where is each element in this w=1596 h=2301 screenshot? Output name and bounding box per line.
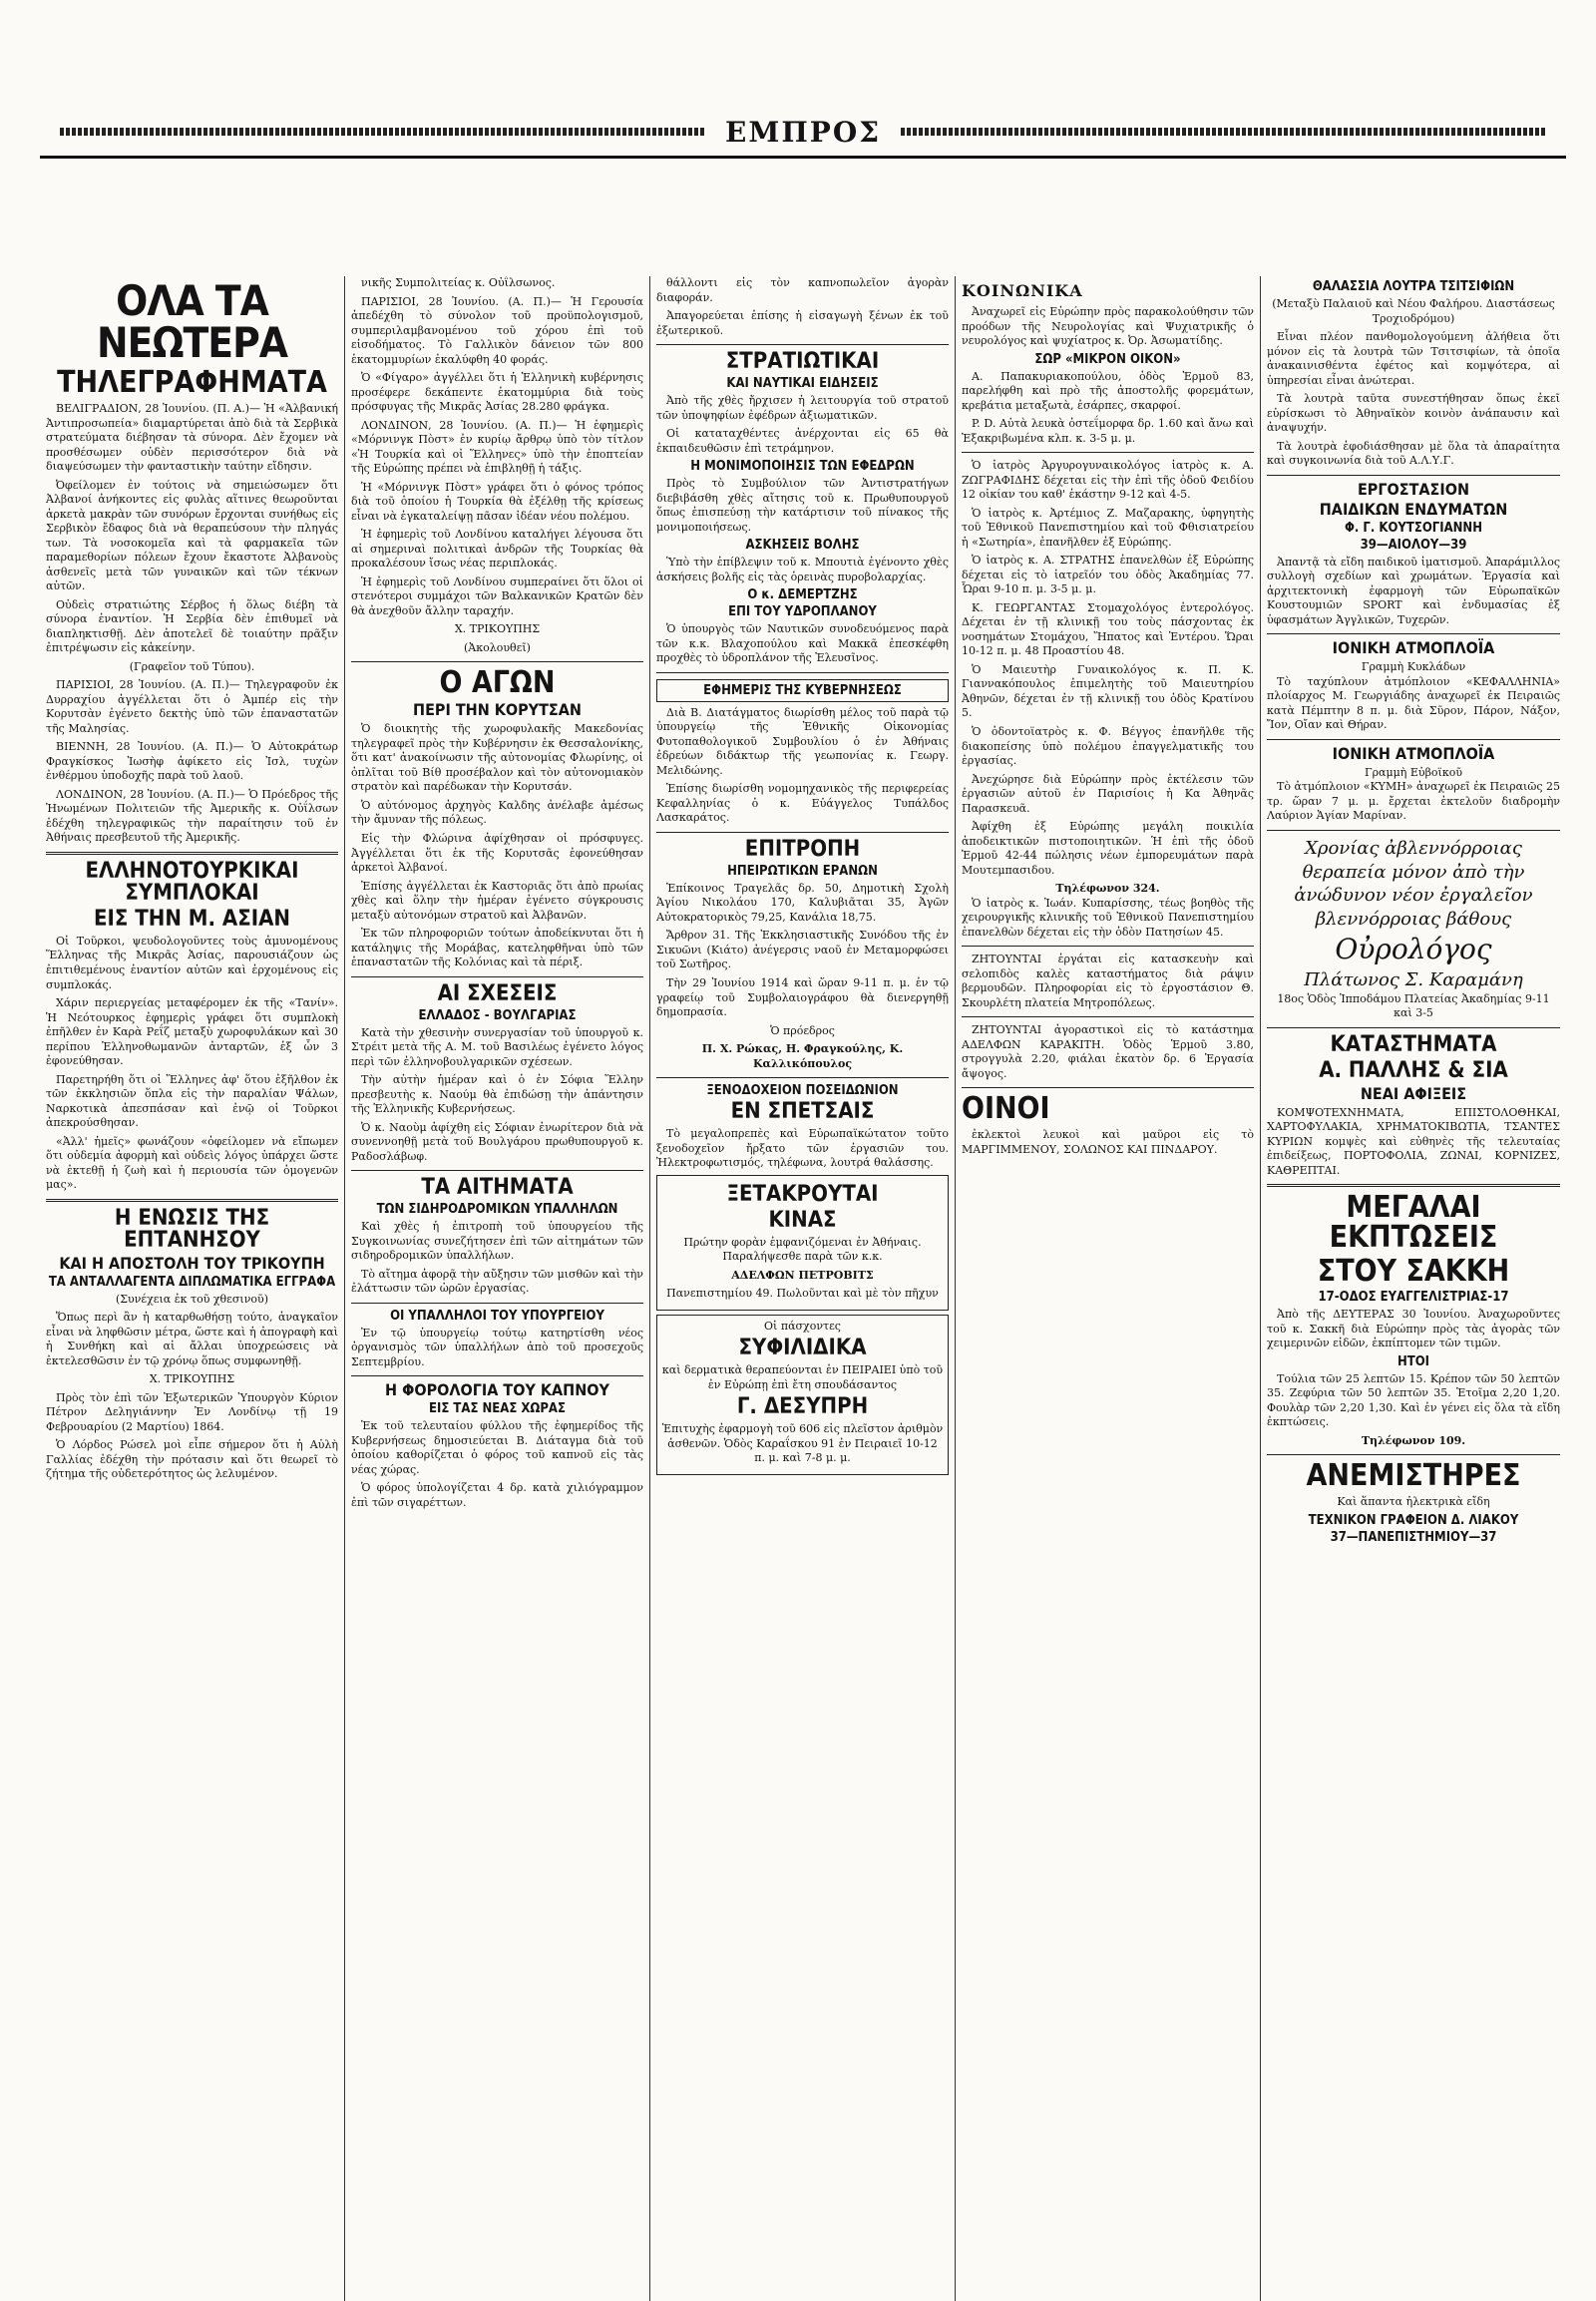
signature: Χ. ΤΡΙΚΟΥΠΗΣ bbox=[454, 622, 541, 636]
headline-struggle: Ο ΑΓΩΝ bbox=[439, 665, 556, 701]
advertisement bbox=[656, 1175, 949, 1311]
article-text: Ὁ ἰατρὸς κ. Α. ΣΤΡΑΤΗΣ ἐπανελθὼν ἐξ Εὐρώπης δέχεται εἰς τὸ ἰατρεῖόν του ὁδὸς Ἀκαδημίας 77. Ὧραι 9-10 π. μ. 3-5 μ. μ. bbox=[962, 554, 1254, 596]
headline-latest: ΟΛΑ ΤΑ ΝΕΩΤΕΡΑ bbox=[96, 276, 288, 367]
article-text: Τὸ ἀτμόπλοιον «ΚΥΜΗ» ἀναχωρεῖ ἐκ Πειραιῶς 25 τρ. ὥραν 7 μ. μ. ἔρχεται ἐκτελοῦν διαδρομὴν Λαύριον Ἁγίαν Μαρίναν. bbox=[1267, 780, 1560, 823]
article-text: Ὁ ἰατρὸς κ. Ἰωάν. Κυπαρίσσης, τέως βοηθὸς τῆς χειρουργικῆς κλινικῆς τοῦ Ἐθνικοῦ Πανεπιστημίου ἐπανελθὼν δέχεται εἰς τὴν ὁδὸν Πατησίων 45. bbox=[962, 896, 1254, 939]
article-text: Ἀπὸ τῆς χθὲς ἤρχισεν ἡ λειτουργία τοῦ στρατοῦ τῶν ὑποψηφίων ἐφέδρων ἀξιωματικῶν. bbox=[656, 394, 949, 422]
column-2 bbox=[345, 276, 650, 2301]
article-text: ἐκλεκτοὶ λευκοὶ καὶ μαῦροι εἰς τὸ ΜΑΡΓΙΜΜΕΝΟΥ, ΣΟΛΩΝΟΣ ΚΑΙ ΠΙΝΔΑΡΟΥ. bbox=[962, 1128, 1254, 1156]
newspaper-page bbox=[40, 112, 1566, 2176]
article-text: Ὁ Λόρδος Ρώσελ μοὶ εἶπε σήμερον ὅτι ἡ Αὐλὴ Γαλλίας ἐδέχθη τὴν πρότασιν καὶ ὅτι θεωρεῖ τὸ ζήτημα τῆς οὐδετερότητος ὡς λελυμένον. bbox=[46, 1438, 338, 1481]
article-text: Ἡ «Μόρνινγκ Πὸστ» γράφει ὅτι ὁ φόνος τρόπος διὰ τοῦ ὁποίου ἡ Τουρκία θὰ ἐξέλθῃ τῆς κρίσεως εἶναι νὰ ἐγκαταλείψῃ πᾶσαν ἰδέαν νέου πολέμου. bbox=[351, 480, 643, 523]
headline-new-lands: ΕΙΣ ΤΑΣ ΝΕΑΣ ΧΩΡΑΣ bbox=[429, 1401, 566, 1417]
subheading: Η ΜΟΝΙΜΟΠΟΙΗΣΙΣ ΤΩΝ ΕΦΕΔΡΩΝ bbox=[690, 459, 915, 475]
headline-demands: ΤΑ ΑΙΤΗΜΑΤΑ bbox=[421, 1175, 574, 1201]
headline-ministry-employees: ΟΙ ΥΠΑΛΛΗΛΟΙ ΤΟΥ ΥΠΟΥΡΓΕΙΟΥ bbox=[390, 1308, 604, 1324]
divider bbox=[46, 852, 338, 855]
headline-address: 39—ΑΙΟΛΟΥ—39 bbox=[1360, 537, 1467, 553]
article-text: θάλλοντι εἰς τὸν καπνοπωλεῖον ἀγορὰν διαφοράν. bbox=[656, 276, 949, 304]
article-text: Τὴν αὐτὴν ἡμέραν καὶ ὁ ἐν Σόφια Ἕλλην πρεσβευτὴς κ. Ναούμ θὰ ἐπιδώσῃ τὴν ἀπάντησιν τῆς Ἑλληνικῆς Κυβερνήσεως. bbox=[351, 1073, 643, 1116]
article-text: ΖΗΤΟΥΝΤΑΙ ἐργάται εἰς κατασκευὴν καὶ σελοπιδὸς καλὲς καταστήματος διὰ ράψιν βερμουδῶν. Πληροφορίαι εἰς τὸ ἐργοστάσιον Θ. Σκουρλέτη πλατεία Μητροπόλεως. bbox=[962, 953, 1254, 1009]
article-text: ΛΟΝΔΙΝΟΝ, 28 Ἰουνίου. (Α. Π.)— Ἡ ἐφημερὶς «Μόρνινγκ Πὸστ» ἐν κυρίῳ ἄρθρῳ ὑπὸ τὸν τίτλον «Ἡ Τουρκία καὶ οἱ Ἕλληνες» ὑπὸ τὴν ἐποπτείαν τῆς Εὐρώπης πρέπει νὰ ἐπιβληθῇ ἡ τάξις. bbox=[351, 418, 643, 476]
article-text: Ἀναχωρεῖ εἰς Εὐρώπην πρὸς παρακολούθησιν τῶν προόδων τῆς Νευρολογίας καὶ Ψυχιατρικῆς ὁ νευρολόγος καὶ ψυχίατρος κ. Ὀρ. Ἀσωματίδης. bbox=[962, 305, 1254, 348]
article-text: Πρὸς τὸν ἐπὶ τῶν Ἐξωτερικῶν Ὑπουργὸν Κύριον Πέτρον Δεληγιάννην Ἐν Λονδίνῳ τῇ 19 Φεβρουαρίου (2 Μαρτίου) 1864. bbox=[46, 1390, 338, 1433]
article-text: (Μεταξὺ Παλαιοῦ καὶ Νέου Φαλήρου. Διαστάσεως Τροχιοδρόμου) bbox=[1272, 297, 1555, 325]
ad-headline: ΣΥΦΙΛΙΔΙΚΑ bbox=[738, 1336, 867, 1361]
ad-text: ΑΔΕΛΦΩΝ ΠΕΤΡΟΒΙΤΣ bbox=[731, 1268, 874, 1282]
divider bbox=[351, 661, 643, 662]
article-text: ΖΗΤΟΥΝΤΑΙ ἀγοραστικοὶ εἰς τὸ κατάστημα ΑΔΕΛΦΩΝ ΚΑΡΑΚΙΤΗ. Ὁδὸς Ἑρμοῦ 3.80, στρογγυλὰ 2.20, φιάλαι ἐκατὸν δρ. 6 Ἐργασία ἄψογος. bbox=[962, 1023, 1254, 1080]
subheading: ΑΣΚΗΣΕΙΣ ΒΟΛΗΣ bbox=[745, 538, 860, 554]
article-text: Ἀπαντᾷ τὰ εἴδη παιδικοῦ ἱματισμοῦ. Ἀπαράμιλλος συλλογὴ σχεδίων καὶ χρωμάτων. Ἐργασία καὶ ἀρχιτεκτονικὴ ἐφαρμογὴ τῶν Εὐρωπαϊκῶν Κουστουμιῶν SPORT καὶ ἐνδυμασίας ἐξ ὑφασμάτων Ἀγγλικῶν, Τυχερῶν. bbox=[1267, 555, 1560, 626]
article-text: Κ. ΓΕΩΡΓΑΝΤΑΣ Στομαχολόγος ἐντερολόγος. Δέχεται ἐν τῇ κλινικῇ του τοὺς πάσχοντας ἐκ νοσημάτων Στομάχου, Ἥπατος καὶ Ἐντέρου. Ὥραι 10-12 π. μ. 48 Προαστίου 48. bbox=[962, 600, 1254, 658]
article-text: Εἰς τὴν Φλώρινα ἀφίχθησαν οἱ πρόσφυγες. Ἀγγέλλεται ὅτι ἐκ τῆς Κορυτσᾶς ἐφονεύθησαν ἀρκετοὶ Ἀλβανοί. bbox=[351, 831, 643, 875]
divider bbox=[1267, 633, 1560, 634]
continuation-note: (Ἀκολουθεῖ) bbox=[464, 640, 531, 654]
article-text: Τούλια τῶν 25 λεπτῶν 15. Κρέπον τῶν 50 λεπτῶν 35. Ζεφύρια τῶν 50 λεπτῶν 35. Ἑτοῖμα 2,20 1,20. Φουλὰρ τῶν 2,20 1,30. Καὶ ἐν γένει εἰς ὅλα τὰ εἴδη ἐκπτώσεις. bbox=[1267, 1371, 1560, 1429]
divider bbox=[1267, 830, 1560, 831]
article-text: νικῆς Συμπολιτείας κ. Οὐΐλσωνος. bbox=[361, 276, 556, 289]
article-text: Ὁ ὀδοντοϊατρὸς κ. Φ. Βέγγος ἐπανῆλθε τῆς διακοπείσης ὑπὸ πολέμου ἐπαγγελματικῆς του ἐργασίας. bbox=[962, 725, 1254, 768]
headline-sakki-address: 17-ΟΔΟΣ ΕΥΑΓΓΕΛΙΣΤΡΙΑΣ-17 bbox=[1318, 1290, 1509, 1306]
headline-ionian-shipping: ΙΟΝΙΚΗ ΑΤΜΟΠΛΟΪΑ bbox=[1332, 743, 1495, 763]
article-text: Τὴν 29 Ἰουνίου 1914 καὶ ὥραν 9-11 π. μ. ἐν τῷ γραφείῳ τοῦ Συμβολαιογράφου θὰ διενεργηθῇ δημοπρασία. bbox=[656, 975, 949, 1019]
continuation-note: (Συνέχεια ἐκ τοῦ χθεσινοῦ) bbox=[115, 1292, 268, 1306]
article-text: Ἡ ἐφημερὶς τοῦ Λονδίνου καταλήγει λέγουσα ὅτι αἱ σημεριναὶ πολιτικαὶ ἀνδρῶν τῆς Τουρκίας θὰ προκαλέσουν ἴσως νέας περιπλοκάς. bbox=[351, 528, 643, 571]
divider bbox=[1267, 475, 1560, 476]
phone-number: Τηλέφωνον 324. bbox=[1055, 882, 1160, 896]
article-text: ΛΟΝΔΙΝΟΝ, 28 Ἰουνίου. (Α. Π.)— Ὁ Πρόεδρος τῆς Ἠνωμένων Πολιτειῶν τῆς Ἀμερικῆς κ. Οὐΐλσων ἐδέχθη τηλεγραφικῶς τὴν παραίτησιν τοῦ ἐν Ἀθήναις πρεσβευτοῦ τῆς Ἀμερικῆς. bbox=[46, 787, 338, 845]
headline-children-clothes: ΠΑΙΔΙΚΩΝ ΕΝΔΥΜΑΤΩΝ bbox=[1319, 499, 1508, 519]
divider bbox=[962, 452, 1254, 453]
divider bbox=[656, 672, 949, 673]
masthead-title: ΕΜΠΡΟΣ bbox=[724, 115, 882, 149]
divider bbox=[656, 344, 949, 345]
column-5 bbox=[1261, 276, 1566, 2301]
headline-baths: ΘΑΛΑΣΣΙΑ ΛΟΥΤΡΑ ΤΣΙΤΣΙΦΙΩΝ bbox=[1312, 279, 1515, 294]
headline-koritsa: ΠΕΡΙ ΤΗΝ ΚΟΡΥΤΣΑΝ bbox=[413, 700, 582, 720]
article-text: ΠΑΡΙΣΙΟΙ, 28 Ἰουνίου. (Α. Π.)— Ἡ Γερουσία ἀπεδέχθη τὸ σύνολον τοῦ προϋπολογισμοῦ, συμπεριλαμβανομένου τοῦ χόρου ἐπὶ τοῦ εἰσοδήματος. Τὸ Γαλλικὸν δάνειον τῶν 800 ἑκατομμυρίων ἐκαλύφθη 40 φοράς. bbox=[351, 294, 643, 366]
headline-liakou-address: 37—ΠΑΝΕΠΙΣΤΗΜΙΟΥ—37 bbox=[1330, 1529, 1497, 1545]
headline-diplomatic-docs: ΤΑ ΑΝΤΑΛΛΑΓΕΝΤΑ ΔΙΠΛΩΜΑΤΙΚΑ ΕΓΓΡΑΦΑ bbox=[48, 1274, 336, 1290]
ad-script: Χρονίας ἀβλεννόρροιας θεραπεία μόνον ἀπὸ τὴν ἀνώδυνον νέον ἐργαλεῖον βλεννόρροιας βάθους bbox=[1294, 837, 1533, 931]
headline-naval-news: ΚΑΙ ΝΑΥΤΙΚΑΙ ΕΙΔΗΣΕΙΣ bbox=[726, 376, 879, 392]
divider bbox=[351, 976, 643, 977]
ad-text: Πρώτην φορὰν ἐμφανιζόμεναι ἐν Ἀθήναις. Παραλήψεσθε παρὰ τῶν κ.κ. bbox=[683, 1235, 922, 1264]
article-text: Τὸ αἴτημα ἀφορᾷ τὴν αὔξησιν τῶν μισθῶν καὶ τὴν ἐλάττωσιν τῶν ὡρῶν ἐργασίας. bbox=[351, 1267, 643, 1296]
article-text: Ἀνεχώρησε διὰ Εὐρώπην πρὸς ἐκτέλεσιν τῶν ἐργασιῶν αὐτοῦ ἐν Παρισίοις ἡ Κα Ἀθηνᾶς Παρασκευᾶ. bbox=[962, 772, 1254, 815]
ad-text: Οἱ πάσχοντες bbox=[764, 1319, 841, 1333]
divider bbox=[351, 1303, 643, 1304]
phone-number: Τηλέφωνον 109. bbox=[1361, 1433, 1466, 1447]
divider bbox=[962, 946, 1254, 947]
headline-tobacco-tax: Η ΦΟΡΟΛΟΓΙΑ ΤΟΥ ΚΑΠΝΟΥ bbox=[385, 1380, 609, 1400]
article-text: Οἱ Τοῦρκοι, ψευδολογοῦντες τοὺς ἀμυνομένους Ἕλληνας τῆς Μικρᾶς Ἀσίας, παρουσιάζουν ὡς ἐπιτιθεμένους ἐναντίον αὐτῶν καὶ ἐρχομένους εἰς συμπλοκάς. bbox=[46, 934, 338, 991]
article-text: ΠΑΡΙΣΙΟΙ, 28 Ἰουνίου. (Α. Π.)— Τηλεγραφοῦν ἐκ Δυρραχίου ἀγγέλλεται ὅτι ὁ Ἀμπέρ εἰς τὴν Κορυτσὰν ἐγένετο δεκτὴς ὑπὸ τῶν ἐπαναστατῶν τῆς Μαλησίας. bbox=[46, 678, 338, 735]
subheading: ΕΠΙ ΤΟΥ ΥΔΡΟΠΛΑΝΟΥ bbox=[728, 604, 877, 620]
ad-text: Καὶ ἅπαντα ἠλεκτρικὰ εἴδη bbox=[1337, 1495, 1490, 1509]
headline-military: ΣΤΡΑΤΙΩΤΙΚΑΙ bbox=[725, 349, 880, 375]
article-text: Ἐπίκοινος Τραγελᾶς δρ. 50, Δημοτικὴ Σχολὴ Ἁγίου Νικολάου 170, Καλυβιᾶται 35, Ἀγῶν Αὐτοκρατορικὸς 79,25, Κανάλια 18,75. bbox=[656, 881, 949, 924]
article-text: Ὅπως περὶ ἂν ἡ καταρθωθήσῃ τούτο, ἀναγκαῖον εἶναι νὰ ληφθῶσιν μέτρα, ὥστε καὶ ἡ ἀπογραφὴ καὶ ἡ Συνθήκη καὶ αἱ ἄλλαι ὑποχρεώσεις νὰ ἐκτελεσθῶσιν ἐν τῷ χρόνῳ ὅπως συμφωνηθῇ. bbox=[46, 1311, 338, 1367]
article-text: Ἐπίσης ἀγγέλλεται ἐκ Καστοριᾶς ὅτι ἀπὸ πρωίας χθὲς καὶ ὅλην τὴν ἡμέραν ἐγένετο σύγκρουσις μεταξὺ αὐτονόμων στρατοῦ καὶ Ἀλβανῶν. bbox=[351, 879, 643, 922]
divider bbox=[1267, 1184, 1560, 1187]
signature: Ὁ πρόεδρος bbox=[770, 1023, 835, 1037]
headline-telegrams: ΤΗΛΕΓΡΑΦΗΜΑΤΑ bbox=[57, 365, 327, 400]
ad-text: 18ος Ὁδὸς Ἰπποδάμου Πλατείας Ἀκαδημίας 9-11 καὶ 3-5 bbox=[1277, 991, 1550, 1020]
divider bbox=[962, 1087, 1254, 1088]
headline-asia-minor: ΕΙΣ ΤΗΝ Μ. ΑΣΙΑΝ bbox=[93, 906, 290, 932]
headline-small-home: ΣΩΡ «ΜΙΚΡΟΝ ΟΙΚΟΝ» bbox=[1034, 351, 1181, 367]
subheading: Γραμμὴ Εὐβοϊκοῦ bbox=[1364, 765, 1463, 779]
article-text: ΒΙΕΝΝΗ, 28 Ἰουνίου. (Α. Π.)— Ὁ Αὐτοκράτωρ Φραγκίσκος Ἰωσὴφ ἀφίκετο εἰς Ἰσλ, τυχὼν ἐνθέρμου ὑποδοχῆς παρὰ τοῦ λαοῦ. bbox=[46, 740, 338, 783]
headline-new-arrivals: ΝΕΑΙ ΑΦΙΞΕΙΣ bbox=[1360, 1083, 1467, 1103]
article-text: Ὁ ὑπουργὸς τῶν Ναυτικῶν συνοδευόμενος παρὰ τῶν κ.κ. Βλαχοπούλου καὶ Μακκᾶ ἐπεσκέφθη προχθὲς τὸ ὑδροπλάνον τῆς Ἐλευσῖνος. bbox=[656, 622, 949, 665]
headline-trikoupis-mission: ΚΑΙ Η ΑΠΟΣΤΟΛΗ ΤΟΥ ΤΡΙΚΟΥΠΗ bbox=[59, 1253, 325, 1273]
divider bbox=[351, 1375, 643, 1376]
source-credit: (Γραφεῖον τοῦ Τύπου). bbox=[129, 659, 255, 673]
article-text: Ὁ αὐτόνομος ἀρχηγὸς Καλδης ἀνέλαβε ἀμέσως τὴν ἄμυναν τῆς πόλεως. bbox=[351, 798, 643, 827]
article-text: Χάριν περιεργείας μεταφέρομεν ἐκ τῆς «Τανίν». Ἡ Νεότουρκος ἐφημερὶς γράφει ὅτι συμπλοκὴ ἐπῆλθεν ἐν Καρὰ Ρεΐζ μεταξὺ χωροφυλάκων καὶ 30 περίπου Ἑλληνοθωμανῶν ἀνταρτῶν, ἐξ ὧν 3 ἐφονεύθησαν. bbox=[46, 996, 338, 1068]
article-text: Παρετηρήθη ὅτι οἱ Ἕλληνες ἀφ' ὅτου ἐξῆλθον ἐκ τῶν ἐκκλησιῶν ὅπλα εἰς τὴν παραλίαν Ψάλων, Ναρκοτικὰ ἀπεσπάσαν καὶ ἐνῷ οἱ Τοῦρκοι ἀπεκρούσθησαν. bbox=[46, 1072, 338, 1130]
article-text: ΚΟΜΨΟΤΕΧΝΗΜΑΤΑ, ΕΠΙΣΤΟΛΟΘΗΚΑΙ, ΧΑΡΤΟΦΥΛΑΚΙΑ, ΧΡΗΜΑΤΟΚΙΒΩΤΙΑ, ΤΣΑΝΤΕΣ ΚΥΡΙΩΝ κομψὲς καὶ εὐθηνὲς τῆς τελευταίας ἐπιδείξεως, ΠΟΡΤΟΦΟΛΙΑ, ΖΩΝΑΙ, ΚΟΡΝΙΖΕΣ, ΚΑΘΡΕΠΤΑΙ. bbox=[1267, 1105, 1560, 1177]
article-text: Ἐν τῷ ὑπουργείῳ τούτῳ κατηρτίσθη νέος ὀργανισμὸς τῶν ὑπαλλήλων ἀπὸ τοῦ προσεχοῦς Σεπτεμβρίου. bbox=[351, 1326, 643, 1368]
article-text: ΒΕΛΙΓΡΑΔΙΟΝ, 28 Ἰουνίου. (Π. Α.)— Ἡ «Ἀλβανική Ἀντιπροσωπεία» διαμαρτύρεται ἀπὸ διὰ τὰ Σερβικὰ στρατεύματα διέβησαν τὰ σύνορα. Δὲν ἔχομεν νὰ προσθέσωμεν οὐδὲν περισσότερον διὰ νὰ διαψεύσωμεν τὴν φανταστικὴν ταύτην εἴδησιν. bbox=[46, 402, 338, 474]
ad-headline: Γ. ΔΕΣΥΠΡΗ bbox=[736, 1394, 869, 1420]
headline-social: ΚΟΙΝΩΝΙΚΑ bbox=[962, 281, 1083, 300]
article-text: P. D. Αὐτὰ λευκὰ ὀστεΐμορφα δρ. 1.60 καὶ ἄνω καὶ Ἐξακριβωμένα κλπ. κ. 3-5 μ. μ. bbox=[962, 417, 1254, 445]
article-text: «Ἀλλ' ἡμεῖς» φωνάζουν «ὀφείλομεν νὰ εἴπωμεν ὅτι οὐδεμία ἀφορμὴ καὶ οὐδεὶς λόγος ὑπάρχει ὥστε νὰ ἐκτεθῇ ἡ ζωὴ καὶ ἡ περιουσία τῶν ὁμογενῶν μας». bbox=[46, 1134, 338, 1192]
article-text: Ὀφείλομεν ἐν τούτοις νὰ σημειώσωμεν ὅτι Ἀλβανοί ἀνήκοντες εἰς φυλὰς αἵτινες θεωροῦνται ἀρκετὰ μακρὰν τῶν συνόρων ἔρχονται συνήθως εἰς Σερβικὸν ἔδαφος διὰ νὰ θεραπεύσουν τὴν πληγάς των. Τὰ νοσοκομεῖα καὶ τὰ φαρμακεῖα τῶν παραμεθορίων πόλεων ἔχουν ἔκαστοτε Ἀλβανοὺς ἀσθενεῖς μετὰ τῶν γυναικῶν καὶ τῶν τέκνων αὐτῶν. bbox=[46, 478, 338, 593]
headline-greece-bulgaria: ΕΛΛΑΔΟΣ - ΒΟΥΛΓΑΡΙΑΣ bbox=[418, 1007, 577, 1023]
article-text: Ἐκ τοῦ τελευταίου φύλλου τῆς ἐφημερίδος τῆς Κυβερνήσεως δημοσιεύεται Β. Διάταγμα διὰ τοῦ ὁποίου καθορίζεται ὁ φόρος τοῦ καπνοῦ εἰς τὰς νέας χώρας. bbox=[351, 1419, 643, 1476]
divider bbox=[656, 1077, 949, 1078]
subheading: Ο κ. ΔΕΜΕΡΤΖΗΣ bbox=[747, 587, 858, 603]
article-text: Οἱ καταταχθέντες ἀνέρχονται εἰς 65 θὰ ἐκπαιδευθῶσιν ἐπὶ τετράμηνον. bbox=[656, 427, 949, 455]
divider bbox=[962, 1016, 1254, 1017]
headline-sakki: ΣΤΟΥ ΣΑΚΚΗ bbox=[1317, 1254, 1510, 1290]
article-text: Ἄρθρον 31. Τῆς Ἐκκλησιαστικῆς Συνόδου τῆς ἐν Σικυῶνι (Κιάτο) ἀνέγερσις ναοῦ ἐν Μεταμορφώσει τοῦ Σωτῆρος. bbox=[656, 929, 949, 971]
headline-wines: ΟΙΝΟΙ bbox=[962, 1091, 1050, 1127]
subheading: ΗΤΟΙ bbox=[1396, 1353, 1430, 1369]
signature: Χ. ΤΡΙΚΟΥΠΗΣ bbox=[149, 1372, 235, 1386]
ad-headline: ΞΕΤΑΚΡΟΥΤΑΙ bbox=[726, 1181, 879, 1207]
divider bbox=[1267, 1454, 1560, 1455]
headline-clashes: ΕΛΛΗΝΟΤΟΥΡΚΙΚΑΙ ΣΥΜΠΛΟΚΑΙ bbox=[85, 858, 299, 906]
divider bbox=[351, 1170, 643, 1171]
article-text: Ὁ κ. Ναοὺμ ἀφίχθη εἰς Σόφιαν ἐνωρίτερον διὰ νὰ συνεννοηθῇ μετὰ τοῦ Βουλγάρου πρωθυπουργοῦ κ. Ραδοσλάβωφ. bbox=[351, 1120, 643, 1163]
divider bbox=[1267, 739, 1560, 740]
divider bbox=[46, 1199, 338, 1202]
divider bbox=[656, 832, 949, 833]
signature: Π. Χ. Ρώκας, Η. Φραγκούλης, Κ. Καλλικόπουλος bbox=[701, 1042, 904, 1070]
article-text: Πρὸς τὸ Συμβούλιον τῶν Ἀντιστρατήγων διεβιβάσθη χθὲς αἴτησις τοῦ κ. Πρωθυπουργοῦ ὅπως ἐπισπεύσῃ τὴν κατάρτισιν τοῦ πίνακος τῆς μονιμοποιήσεως. bbox=[656, 477, 949, 534]
headline-factory: ΕΡΓΟΣΤΑΣΙΟΝ bbox=[1357, 479, 1470, 499]
article-text: Τὰ λουτρὰ ἐφοδιάσθησαν μὲ ὅλα τὰ ἀπαραίτητα καὶ συγκοινωνία διὰ τοῦ Α.Λ.Υ.Γ. bbox=[1267, 439, 1560, 468]
article-text: Οὐδεὶς στρατιώτης Σέρβος ἡ ὅλως διέβη τὰ σύνορα ἐναντίον. Ἡ Σερβία δὲν ἐπιθυμεῖ νὰ διαπληκτισθῇ. Δὲν ἀποτελεῖ δὲ τοιαύτην πρᾶξιν ἐπιτρέψωσιν εἰς κἀκείνην. bbox=[46, 597, 338, 655]
article-text: Καὶ χθὲς ἡ ἐπιτροπὴ τοῦ ὑπουργείου τῆς Συγκοινωνίας συνεζήτησεν ἐπὶ τῶν αἰτημάτων τῶν σιδηροδρομικῶν ὑπαλλήλων. bbox=[351, 1220, 643, 1263]
ad-text: καὶ δερματικὰ θεραπεύονται ἐν ΠΕΙΡΑΙΕΙ ὑπὸ τοῦ ἐν Εὐρώπῃ ἐπὶ ἔτη σπουδάσαντος bbox=[661, 1363, 944, 1391]
headline-koutsogianni: Φ. Γ. ΚΟΥΤΣΟΓΙΑΝΝΗ bbox=[1344, 520, 1483, 536]
article-text: Τὸ μεγαλοπρεπὲς καὶ Εὐρωπαϊκώτατον τοῦτο ξενοδοχεῖον ἤρξατο τῶν ἐργασιῶν του. Ἠλεκτροφωτισμός, τηλέφωνα, λουτρά θαλάσσης. bbox=[656, 1127, 949, 1170]
ad-text: Πανεπιστημίου 49. Πωλοῦνται καὶ μὲ τὸν πῆχυν bbox=[666, 1287, 939, 1301]
column-4 bbox=[956, 276, 1261, 2301]
article-text: Α. Παπακυριακοπούλου, ὁδὸς Ἑρμοῦ 83, παρελήφθη καὶ πρὸ τῆς ἀποστολῆς φορεμάτων, κρεβάτια μεταξωτὰ, ἐσάρπες, σκαρφοί. bbox=[962, 369, 1254, 412]
ad-headline: ΚΙΝΑΣ bbox=[768, 1207, 837, 1233]
article-text: Ὁ φόρος ὑπολογίζεται 4 δρ. κατὰ χιλιόγραμμον ἐπὶ τῶν σιγαρέττων. bbox=[351, 1481, 643, 1509]
ad-script: Πλάτωνος Σ. Καραμάνη bbox=[1304, 968, 1523, 990]
article-text: Τὸ ταχύπλουν ἀτμόπλοιον «ΚΕΦΑΛΛΗΝΙΑ» πλοίαρχος Μ. Γεωργιάδης ἀναχωρεῖ ἐκ Πειραιῶς κατὰ Πέμπτην 8 π. μ. διὰ Σῦρον, Πάρον, Νάξον, Ἴον, Οἴαν καὶ Θήραν. bbox=[1267, 674, 1560, 732]
headline-spetses: ΕΝ ΣΠΕΤΣΑΙΣ bbox=[730, 1099, 875, 1125]
article-text: Κατὰ τὴν χθεσινὴν συνεργασίαν τοῦ ὑπουργοῦ κ. Στρέιτ μετὰ τῆς Α. Μ. τοῦ Βασιλέως ἐγένετο λόγος περὶ τῶν ἐλληνοβουλγαρικῶν σχέσεων. bbox=[351, 1025, 643, 1068]
article-text: Ὁ Μαιευτὴρ Γυναικολόγος κ. Π. Κ. Γιαννακόπουλος ἐπιμελητὴς τοῦ Μαιευτηρίου Ἀθηνῶν, δέχεται ἐν τῇ κλινικῇ του ὁδὸς Κρατίνου 5. bbox=[962, 662, 1254, 720]
headline-committee: ΕΠΙΤΡΟΠΗ bbox=[744, 836, 861, 862]
article-text: Ὁ διοικητὴς τῆς χωροφυλακῆς Μακεδονίας τηλεγραφεῖ πρὸς τὴν Κυβέρνησιν ἐκ Θεσσαλονίκης, ὅτι κατ' ἀνακοίνωσιν τῆς αὐτονομίας Φλωρίνης, οἱ ὁπλῖται τοῦ Βίθ προσέβαλον καὶ τὸν αὐτονομιακὸν στρατὸν καὶ παρέδωκαν τὴν Κορυτσάν. bbox=[351, 722, 643, 794]
article-text: Εἶναι πλέον πανθομολογούμενη ἀλήθεια ὅτι μόνον εἰς τὰ λουτρὰ τῶν Τσιτσιφίων, τὰ ὁποῖα ἀνακαινισθέντα ἐφέτος καὶ κομψότερα, αἱ ὑπηρεσίαι εἶναι ἀνώτεραι. bbox=[1267, 330, 1560, 387]
ad-script: Οὐρολόγος bbox=[1335, 932, 1492, 965]
headline-union-heptanese: Η ΕΝΩΣΙΣ ΤΗΣ ΕΠΤΑΝΗΣΟΥ bbox=[114, 1205, 270, 1253]
headline-pallis: Α. ΠΑΛΛΗΣ & ΣΙΑ bbox=[1319, 1057, 1508, 1083]
divider bbox=[1267, 1027, 1560, 1028]
headline-hotel: ΞΕΝΟΔΟΧΕΙΟΝ ΠΟΣΕΙΔΩΝΙΟΝ bbox=[706, 1083, 899, 1099]
headline-railway-employees: ΤΩΝ ΣΙΔΗΡΟΔΡΟΜΙΚΩΝ ΥΠΑΛΛΗΛΩΝ bbox=[376, 1202, 618, 1218]
subheading: Γραμμὴ Κυκλάδων bbox=[1361, 660, 1466, 674]
article-text: Ὁ ἰατρὸς Ἀργυρογυναικολόγος ἰατρὸς κ. Α. ΖΩΓΡΑΦΙΔΗΣ δέχεται εἰς τὴν ἐπὶ τῆς ὁδοῦ Φειδίου 12 οἰκίαν του καθ' ἑκάστην 9-12 καὶ 4-5. bbox=[962, 459, 1254, 502]
article-text: Ἀπὸ τῆς ΔΕΥΤΕΡΑΣ 30 Ἰουνίου. Ἀναχωροῦντες τοῦ κ. Σακκῆ διὰ Εὐρώπην πρὸς τὰς ἀγορὰς τῶν χειμερινῶν εἰδῶν, ἐκπίπτομεν τῶν τιμῶν. bbox=[1267, 1308, 1560, 1350]
article-text: Ὁ ἰατρὸς κ. Ἀρτέμιος Ζ. Μαζαρακης, ὑφηγητὴς τοῦ Ἐθνικοῦ Πανεπιστημίου καὶ τοῦ Φθισιατρείου ἡ «Σωτηρία», ἐπανῆλθεν ἐξ Εὐρώπης. bbox=[962, 506, 1254, 549]
ad-text: Ἐπιτυχὴς ἐφαρμογὴ τοῦ 606 εἰς πλεῖστον ἀριθμὸν ἀσθενῶν. Ὁδὸς Καραΐσκου 91 ἐν Πειραιεῖ 10-12 π. μ. καὶ 7-8 μ. μ. bbox=[661, 1422, 944, 1465]
headline-fans: ΑΝΕΜΙΣΤΗΡΕΣ bbox=[1306, 1458, 1521, 1494]
article-text: Ἐκ τῶν πληροφοριῶν τούτων ἀποδείκνυται ὅτι ἡ κατάληψις τῆς Μοράβας, κατεληφθῆναι ὑπὸ τῶν ἐπαναστατῶν τῆς Κολόνιας καὶ τὰ πέριξ. bbox=[351, 927, 643, 969]
advertisement bbox=[656, 1315, 949, 1475]
article-text: Τὰ λουτρὰ ταῦτα συνεστήθησαν ὅπως ἐκεῖ εὑρίσκωσι τὸ Ἀθηναϊκὸν κοινὸν ἀνάπαυσιν καὶ ἀναψυχήν. bbox=[1267, 392, 1560, 435]
column-1 bbox=[40, 276, 345, 2301]
article-text: Διὰ Β. Διατάγματος διωρίσθη μέλος τοῦ παρὰ τῷ ὑπουργείῳ τῆς Ἐθνικῆς Οἰκονομίας Φυτοπαθολογικοῦ Συμβουλίου ὁ ἐν Ἀθήναις ἐδρεύων διδάκτωρ τῆς γεωπονίας κ. Γεωργ. Μελιδώνης. bbox=[656, 705, 949, 777]
article-text: Ὁ «Φίγαρο» ἀγγέλλει ὅτι ἡ Ἑλληνικὴ κυβέρνησις προσέφερε δεκάπεντε ἑκατομμύρια διὰ τοὺς πρόσφυγας τῆς Μικρᾶς Ἀσίας 28.280 φράγκα. bbox=[351, 371, 643, 414]
headline-liakou: ΤΕΧΝΙΚΟΝ ΓΡΑΦΕΙΟΝ Δ. ΛΙΑΚΟΥ bbox=[1308, 1512, 1519, 1528]
article-text: Ἀπαγορεύεται ἐπίσης ἡ εἰσαγωγὴ ξένων ἐκ τοῦ ἐξωτερικοῦ. bbox=[656, 309, 949, 337]
article-text: Ἐπίσης διωρίσθη νομομηχανικὸς τῆς περιφερείας Κεφαλληνίας ὁ κ. Εὐάγγελος Τυπάλδος Λασκαράτος. bbox=[656, 782, 949, 825]
headline-ionian-shipping: ΙΟΝΙΚΗ ΑΤΜΟΠΛΟΪΑ bbox=[1332, 638, 1495, 658]
headline-big-discounts: ΜΕΓΑΛΑΙ ΕΚΠΤΩΣΕΙΣ bbox=[1329, 1190, 1498, 1256]
headline-stores: ΚΑΤΑΣΤΗΜΑΤΑ bbox=[1330, 1031, 1497, 1057]
headline-epirus-funds: ΗΠΕΙΡΩΤΙΚΩΝ ΕΡΑΝΩΝ bbox=[727, 863, 878, 879]
column-3 bbox=[650, 276, 956, 2301]
article-text: Ὑπὸ τὴν ἐπίβλεψιν τοῦ κ. Μπουτιὰ ἐγένοντο χθὲς ἀσκήσεις βολῆς εἰς τὰς ὁρεινὰς πυροβολαρχίας. bbox=[656, 556, 949, 583]
headline-gazette: ΕΦΗΜΕΡΙΣ ΤΗΣ ΚΥΒΕΡΝΗΣΕΩΣ bbox=[656, 679, 949, 702]
article-text: Ἀφίχθη ἐξ Εὐρώπης μεγάλη ποικιλία ἀποδεικτικῶν πιστοποιητικῶν. Ἡ ἐπὶ τῆς ὁδοῦ Ἑρμοῦ 42-44 πώλησις νέων ἐμπορευμάτων παρὰ Μουτεμπασιδου. bbox=[962, 820, 1254, 877]
article-text: Ἡ ἐφημερὶς τοῦ Λονδίνου συμπεραίνει ὅτι ὅλοι οἱ στενότεροι συμμάχοι τῶν Βαλκανικῶν Κρατῶν δὲν θὰ ἀνεχθοῦν ἄλλην ταραχήν. bbox=[351, 575, 643, 617]
headline-relations: ΑΙ ΣΧΕΣΕΙΣ bbox=[437, 980, 558, 1006]
